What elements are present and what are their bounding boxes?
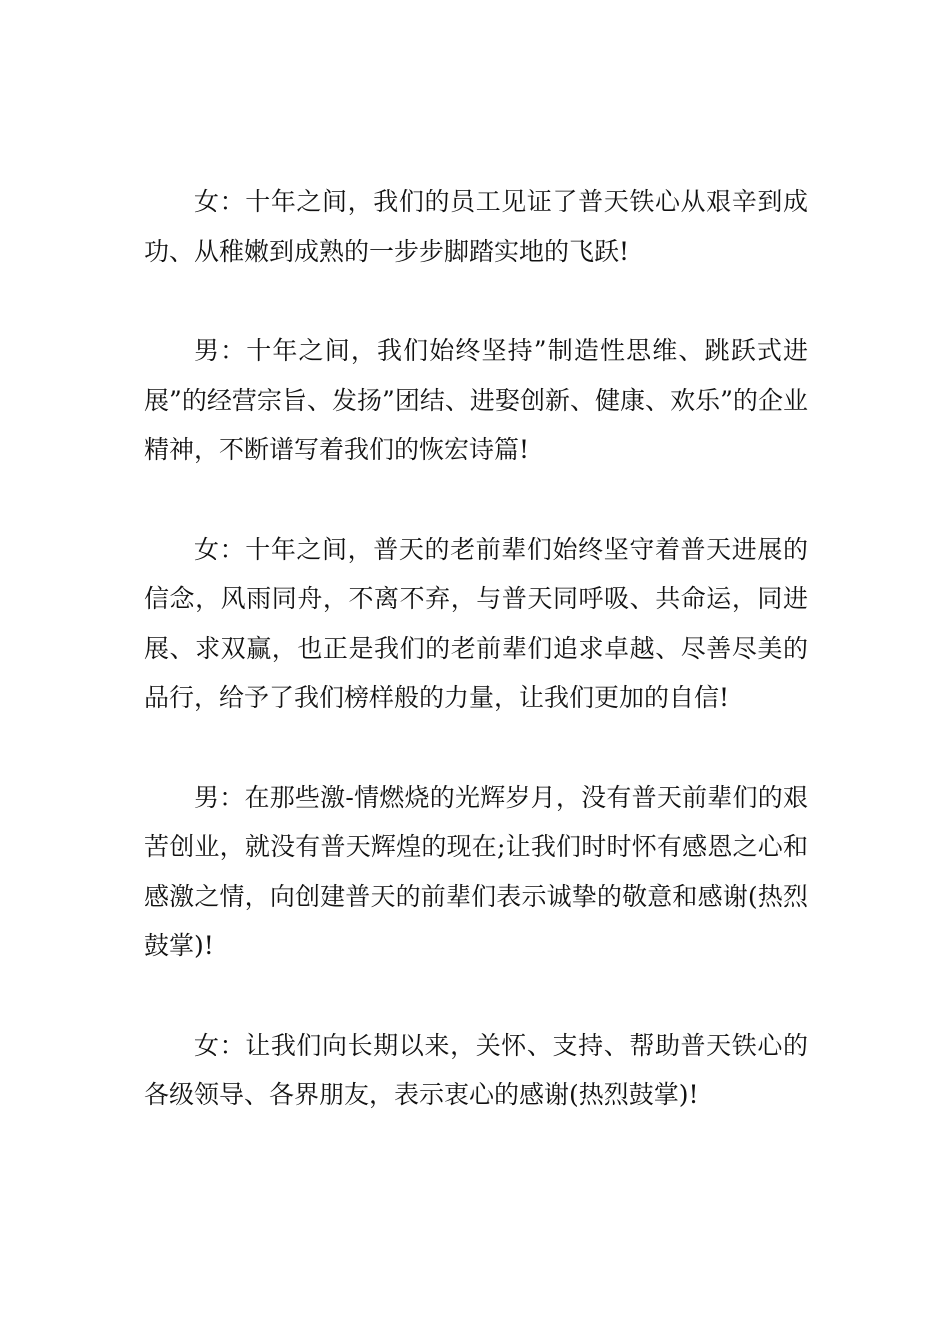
paragraph-5: 女：让我们向长期以来，关怀、支持、帮助普天铁心的各级领导、各界朋友，表示衷心的感谢(热烈鼓掌)!	[144, 1030, 808, 1109]
paragraph-1: 女：十年之间，我们的员工见证了普天铁心从艰辛到成功、从稚嫩到成熟的一步步脚踏实地的飞跃!	[144, 187, 808, 266]
paragraph-2: 男：十年之间，我们始终坚持”制造性思维、跳跃式进展”的经营宗旨、发扬”团结、进娶创新、健康、欢乐”的企业精神，不断谱写着我们的恢宏诗篇!	[144, 336, 808, 464]
paragraph-3: 女：十年之间，普天的老前辈们始终坚守着普天进展的信念，风雨同舟，不离不弃，与普天同呼吸、共命运，同进展、求双赢，也正是我们的老前辈们追求卓越、尽善尽美的品行，给予了我们榜样般的力量，让我们更加的自信!	[144, 534, 808, 712]
document-body	[144, 177, 808, 1120]
paragraph-4: 男：在那些激-情燃烧的光辉岁月，没有普天前辈们的艰苦创业，就没有普天辉煌的现在;让我们时时怀有感恩之心和感激之情，向创建普天的前辈们表示诚挚的敬意和感谢(热烈鼓掌)!	[144, 782, 808, 960]
